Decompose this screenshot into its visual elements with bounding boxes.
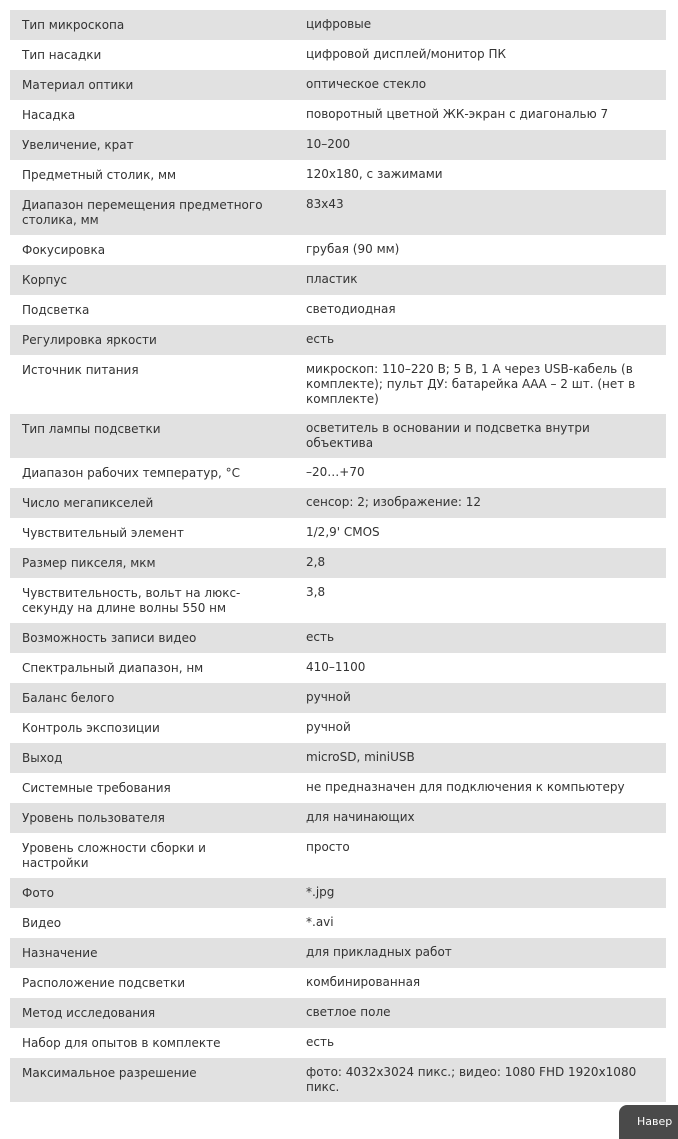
spec-label: Материал оптики <box>10 70 282 100</box>
spec-value: фото: 4032x3024 пикс.; видео: 1080 FHD 1920x1080 пикс. <box>282 1058 666 1102</box>
spec-value: 3,8 <box>282 578 666 623</box>
spec-table-body <box>10 10 666 1102</box>
spec-row <box>10 653 666 683</box>
spec-label: Максимальное разрешение <box>10 1058 282 1102</box>
spec-row <box>10 160 666 190</box>
spec-label: Тип лампы подсветки <box>10 414 282 458</box>
spec-value: ручной <box>282 683 666 713</box>
spec-row <box>10 414 666 458</box>
spec-row <box>10 683 666 713</box>
spec-row <box>10 803 666 833</box>
spec-value: 10–200 <box>282 130 666 160</box>
spec-row <box>10 100 666 130</box>
spec-row <box>10 130 666 160</box>
spec-label: Предметный столик, мм <box>10 160 282 190</box>
spec-row <box>10 1028 666 1058</box>
spec-row <box>10 938 666 968</box>
spec-label: Число мегапикселей <box>10 488 282 518</box>
spec-label: Диапазон перемещения предметного столика, мм <box>10 190 282 235</box>
spec-label: Уровень пользователя <box>10 803 282 833</box>
spec-row <box>10 458 666 488</box>
spec-row <box>10 623 666 653</box>
spec-label: Чувствительность, вольт на люкс-секунду на длине волны 550 нм <box>10 578 282 623</box>
spec-value: светодиодная <box>282 295 666 325</box>
spec-row <box>10 1058 666 1102</box>
spec-label: Баланс белого <box>10 683 282 713</box>
spec-value: 83x43 <box>282 190 666 235</box>
spec-value: 2,8 <box>282 548 666 578</box>
spec-value: поворотный цветной ЖК-экран с диагональю 7 <box>282 100 666 130</box>
spec-label: Фокусировка <box>10 235 282 265</box>
spec-value: светлое поле <box>282 998 666 1028</box>
spec-value: 1/2,9' CMOS <box>282 518 666 548</box>
spec-value: ручной <box>282 713 666 743</box>
spec-value: комбинированная <box>282 968 666 998</box>
spec-label: Уровень сложности сборки и настройки <box>10 833 282 878</box>
spec-row <box>10 190 666 235</box>
spec-row <box>10 968 666 998</box>
spec-value: грубая (90 мм) <box>282 235 666 265</box>
spec-row <box>10 355 666 414</box>
spec-label: Размер пикселя, мкм <box>10 548 282 578</box>
spec-label: Подсветка <box>10 295 282 325</box>
spec-value: цифровые <box>282 10 666 40</box>
spec-label: Тип насадки <box>10 40 282 70</box>
spec-row <box>10 713 666 743</box>
spec-label: Регулировка яркости <box>10 325 282 355</box>
spec-label: Насадка <box>10 100 282 130</box>
spec-row <box>10 833 666 878</box>
spec-label: Фото <box>10 878 282 908</box>
spec-label: Источник питания <box>10 355 282 414</box>
spec-value: оптическое стекло <box>282 70 666 100</box>
spec-row <box>10 488 666 518</box>
spec-label: Чувствительный элемент <box>10 518 282 548</box>
spec-label: Выход <box>10 743 282 773</box>
spec-label: Контроль экспозиции <box>10 713 282 743</box>
spec-value: 120x180, с зажимами <box>282 160 666 190</box>
spec-value: –20…+70 <box>282 458 666 488</box>
spec-row <box>10 518 666 548</box>
spec-label: Возможность записи видео <box>10 623 282 653</box>
spec-row <box>10 235 666 265</box>
spec-label: Набор для опытов в комплекте <box>10 1028 282 1058</box>
spec-row <box>10 908 666 938</box>
spec-row <box>10 998 666 1028</box>
spec-row <box>10 265 666 295</box>
spec-value: есть <box>282 623 666 653</box>
spec-value: microSD, miniUSB <box>282 743 666 773</box>
spec-label: Спектральный диапазон, нм <box>10 653 282 683</box>
spec-label: Увеличение, крат <box>10 130 282 160</box>
spec-label: Расположение подсветки <box>10 968 282 998</box>
spec-label: Системные требования <box>10 773 282 803</box>
spec-row <box>10 295 666 325</box>
spec-value: для прикладных работ <box>282 938 666 968</box>
spec-label: Видео <box>10 908 282 938</box>
spec-value: 410–1100 <box>282 653 666 683</box>
spec-value: микроскоп: 110–220 В; 5 В, 1 А через USB-кабель (в комплекте); пульт ДУ: батарейка ААА – 2 шт. (нет в комплекте) <box>282 355 666 414</box>
spec-label: Корпус <box>10 265 282 295</box>
spec-value: цифровой дисплей/монитор ПК <box>282 40 666 70</box>
spec-row <box>10 773 666 803</box>
spec-value: пластик <box>282 265 666 295</box>
spec-value: есть <box>282 1028 666 1058</box>
spec-value: *.jpg <box>282 878 666 908</box>
spec-row <box>10 578 666 623</box>
spec-value: для начинающих <box>282 803 666 833</box>
spec-value: сенсор: 2; изображение: 12 <box>282 488 666 518</box>
spec-row <box>10 10 666 40</box>
spec-value: есть <box>282 325 666 355</box>
spec-value: не предназначен для подключения к компьютеру <box>282 773 666 803</box>
spec-value: осветитель в основании и подсветка внутри объектива <box>282 414 666 458</box>
spec-label: Метод исследования <box>10 998 282 1028</box>
spec-table <box>10 10 666 1102</box>
spec-label: Диапазон рабочих температур, °С <box>10 458 282 488</box>
spec-value: просто <box>282 833 666 878</box>
spec-row <box>10 548 666 578</box>
scroll-to-top-button[interactable]: Навер <box>619 1105 678 1139</box>
spec-row <box>10 40 666 70</box>
spec-value: *.avi <box>282 908 666 938</box>
spec-row <box>10 325 666 355</box>
spec-label: Тип микроскопа <box>10 10 282 40</box>
spec-label: Назначение <box>10 938 282 968</box>
spec-row <box>10 743 666 773</box>
spec-row <box>10 70 666 100</box>
spec-row <box>10 878 666 908</box>
